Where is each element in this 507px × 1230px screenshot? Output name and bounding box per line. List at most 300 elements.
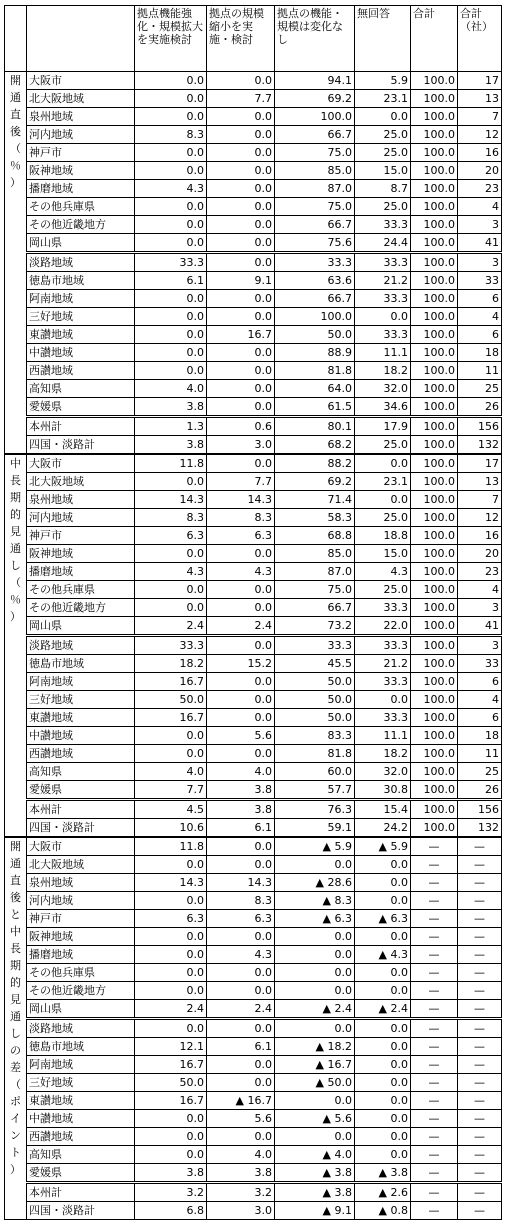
expand-value: 14.3: [135, 491, 207, 509]
expand-value: 16.7: [135, 1056, 207, 1074]
total-value: —: [411, 1019, 458, 1038]
expand-value: 0.0: [135, 1146, 207, 1164]
expand-value: 0.0: [135, 90, 207, 108]
no-answer-value: 18.8: [355, 527, 411, 545]
expand-value: 4.3: [135, 180, 207, 198]
count-value: 132: [458, 819, 502, 838]
count-value: —: [458, 1092, 502, 1110]
no-change-value: ▲ 5.6: [275, 1110, 355, 1128]
header-row: [5, 6, 502, 72]
no-answer-value: 11.1: [355, 727, 411, 745]
no-change-value: 0.0: [275, 1092, 355, 1110]
no-answer-value: 0.0: [355, 856, 411, 874]
table-row: [5, 763, 502, 781]
total-value: 100.0: [411, 563, 458, 581]
total-value: 100.0: [411, 454, 458, 473]
no-answer-value: 32.0: [355, 763, 411, 781]
no-answer-value: 34.6: [355, 398, 411, 417]
count-value: 16: [458, 144, 502, 162]
expand-value: 0.0: [135, 290, 207, 308]
expand-value: 3.8: [135, 398, 207, 417]
table-row: [5, 162, 502, 180]
count-value: 13: [458, 90, 502, 108]
total-value: 100.0: [411, 727, 458, 745]
count-value: 20: [458, 162, 502, 180]
region-name: 淡路地域: [27, 253, 135, 272]
total-value: 100.0: [411, 819, 458, 838]
no-change-value: 0.0: [275, 1128, 355, 1146]
no-change-value: 75.0: [275, 581, 355, 599]
region-name: 三好地域: [27, 691, 135, 709]
shrink-value: 7.7: [207, 90, 275, 108]
total-value: 100.0: [411, 417, 458, 436]
no-answer-value: 0.0: [355, 1146, 411, 1164]
shrink-value: 3.0: [207, 1202, 275, 1220]
no-answer-value: 25.0: [355, 436, 411, 455]
no-change-value: 50.0: [275, 691, 355, 709]
expand-value: 14.3: [135, 874, 207, 892]
no-answer-value: ▲ 2.4: [355, 1000, 411, 1019]
total-value: 100.0: [411, 691, 458, 709]
region-name: 泉州地域: [27, 874, 135, 892]
table-row: [5, 380, 502, 398]
shrink-value: 0.0: [207, 581, 275, 599]
region-name: その他近畿地方: [27, 216, 135, 234]
total-value: 100.0: [411, 216, 458, 234]
no-answer-value: 0.0: [355, 1074, 411, 1092]
no-change-value: 85.0: [275, 545, 355, 563]
count-value: —: [458, 910, 502, 928]
expand-value: 16.7: [135, 1092, 207, 1110]
table-row: [5, 290, 502, 308]
expand-value: 4.3: [135, 563, 207, 581]
no-change-value: 100.0: [275, 108, 355, 126]
region-name: 西讃地域: [27, 362, 135, 380]
count-value: —: [458, 1164, 502, 1183]
header-total: 合計: [411, 6, 458, 72]
no-change-value: 0.0: [275, 928, 355, 946]
total-value: —: [411, 982, 458, 1000]
no-change-value: ▲ 50.0: [275, 1074, 355, 1092]
no-answer-value: 0.0: [355, 1056, 411, 1074]
table-row: [5, 1019, 502, 1038]
no-answer-value: ▲ 6.3: [355, 910, 411, 928]
region-name: 阪神地域: [27, 545, 135, 563]
count-value: 18: [458, 727, 502, 745]
expand-value: 33.3: [135, 253, 207, 272]
no-change-value: 88.9: [275, 344, 355, 362]
total-value: 100.0: [411, 709, 458, 727]
region-name: 泉州地域: [27, 491, 135, 509]
expand-value: 0.0: [135, 928, 207, 946]
total-value: 100.0: [411, 108, 458, 126]
expand-value: 7.7: [135, 781, 207, 800]
count-value: —: [458, 1202, 502, 1220]
region-name: 高知県: [27, 763, 135, 781]
no-answer-value: 0.0: [355, 892, 411, 910]
expand-value: 0.0: [135, 545, 207, 563]
total-value: —: [411, 946, 458, 964]
no-answer-value: 33.3: [355, 599, 411, 617]
no-answer-value: 11.1: [355, 344, 411, 362]
expand-value: 0.0: [135, 473, 207, 491]
shrink-value: 0.0: [207, 545, 275, 563]
no-change-value: 0.0: [275, 856, 355, 874]
shrink-value: 6.3: [207, 910, 275, 928]
shrink-value: 0.0: [207, 72, 275, 90]
table-row: [5, 362, 502, 380]
no-answer-value: 25.0: [355, 509, 411, 527]
expand-value: 11.8: [135, 454, 207, 473]
table-row: [5, 72, 502, 90]
no-answer-value: ▲ 5.9: [355, 837, 411, 856]
total-value: 100.0: [411, 162, 458, 180]
table-row: [5, 800, 502, 819]
no-change-value: ▲ 2.4: [275, 1000, 355, 1019]
shrink-value: 8.3: [207, 509, 275, 527]
shrink-value: 0.0: [207, 964, 275, 982]
shrink-value: 0.0: [207, 162, 275, 180]
no-answer-value: 17.9: [355, 417, 411, 436]
no-change-value: 66.7: [275, 290, 355, 308]
total-value: —: [411, 874, 458, 892]
region-name: 阿南地域: [27, 1056, 135, 1074]
total-value: —: [411, 964, 458, 982]
expand-value: 6.1: [135, 272, 207, 290]
count-value: —: [458, 1019, 502, 1038]
shrink-value: 3.8: [207, 800, 275, 819]
expand-value: 3.8: [135, 436, 207, 455]
header-shrink: 拠点の規模縮小を実施・検討: [207, 6, 275, 72]
region-name: 岡山県: [27, 1000, 135, 1019]
shrink-value: 0.0: [207, 108, 275, 126]
no-answer-value: 23.1: [355, 90, 411, 108]
region-name: 北大阪地域: [27, 856, 135, 874]
no-change-value: ▲ 3.8: [275, 1183, 355, 1202]
no-change-value: 75.0: [275, 144, 355, 162]
no-change-value: 87.0: [275, 180, 355, 198]
region-name: 徳島市地域: [27, 655, 135, 673]
region-name: 淡路地域: [27, 1019, 135, 1038]
table-row: [5, 745, 502, 763]
total-value: 100.0: [411, 436, 458, 455]
shrink-value: 0.0: [207, 691, 275, 709]
no-answer-value: 33.3: [355, 326, 411, 344]
table-row: [5, 108, 502, 126]
count-value: 25: [458, 763, 502, 781]
shrink-value: 0.0: [207, 856, 275, 874]
region-name: 大阪市: [27, 454, 135, 473]
expand-value: 8.3: [135, 126, 207, 144]
no-change-value: 64.0: [275, 380, 355, 398]
no-answer-value: 24.4: [355, 234, 411, 253]
table-row: [5, 727, 502, 745]
expand-value: 6.8: [135, 1202, 207, 1220]
header-expand: 拠点機能強化・規模拡大を実施検討: [135, 6, 207, 72]
count-value: —: [458, 1038, 502, 1056]
shrink-value: 6.1: [207, 1038, 275, 1056]
count-value: 17: [458, 72, 502, 90]
header-no-change: 拠点の機能・規模は変化なし: [275, 6, 355, 72]
expand-value: 8.3: [135, 509, 207, 527]
table-row: [5, 928, 502, 946]
expand-value: 10.6: [135, 819, 207, 838]
shrink-value: 0.0: [207, 928, 275, 946]
no-answer-value: 24.2: [355, 819, 411, 838]
no-change-value: 57.7: [275, 781, 355, 800]
region-name: 中讃地域: [27, 727, 135, 745]
no-change-value: 69.2: [275, 90, 355, 108]
count-value: —: [458, 837, 502, 856]
count-value: 13: [458, 473, 502, 491]
count-value: —: [458, 1146, 502, 1164]
no-answer-value: 33.3: [355, 636, 411, 655]
total-value: —: [411, 1146, 458, 1164]
region-name: 愛媛県: [27, 398, 135, 417]
shrink-value: 6.1: [207, 819, 275, 838]
count-value: —: [458, 874, 502, 892]
count-value: 12: [458, 509, 502, 527]
no-change-value: 81.8: [275, 745, 355, 763]
expand-value: 0.0: [135, 1128, 207, 1146]
table-row: [5, 344, 502, 362]
shrink-value: 0.0: [207, 234, 275, 253]
region-name: 高知県: [27, 1146, 135, 1164]
count-value: 3: [458, 599, 502, 617]
shrink-value: 2.4: [207, 617, 275, 636]
total-value: —: [411, 928, 458, 946]
shrink-value: 0.0: [207, 1128, 275, 1146]
header-total-companies: 合計（社）: [458, 6, 502, 72]
region-name: 播磨地域: [27, 563, 135, 581]
expand-value: 0.0: [135, 1110, 207, 1128]
shrink-value: 5.6: [207, 727, 275, 745]
region-name: 岡山県: [27, 234, 135, 253]
shrink-value: 9.1: [207, 272, 275, 290]
region-name: 東讃地域: [27, 1092, 135, 1110]
region-name: 東讃地域: [27, 709, 135, 727]
no-change-value: 50.0: [275, 673, 355, 691]
region-name: 大阪市: [27, 72, 135, 90]
total-value: 100.0: [411, 491, 458, 509]
shrink-value: 0.0: [207, 380, 275, 398]
shrink-value: 0.0: [207, 837, 275, 856]
region-name: 神戸市: [27, 910, 135, 928]
table-row: [5, 509, 502, 527]
no-answer-value: 0.0: [355, 1110, 411, 1128]
count-value: 25: [458, 380, 502, 398]
shrink-value: 4.3: [207, 563, 275, 581]
table-row: [5, 144, 502, 162]
table-row: [5, 691, 502, 709]
count-value: —: [458, 892, 502, 910]
region-name: 播磨地域: [27, 180, 135, 198]
table-row: [5, 1183, 502, 1202]
total-value: —: [411, 1183, 458, 1202]
shrink-value: 4.3: [207, 946, 275, 964]
count-value: 17: [458, 454, 502, 473]
total-value: 100.0: [411, 655, 458, 673]
shrink-value: 0.0: [207, 636, 275, 655]
table-row: [5, 636, 502, 655]
no-change-value: 66.7: [275, 599, 355, 617]
region-name: 徳島市地域: [27, 1038, 135, 1056]
count-value: 18: [458, 344, 502, 362]
total-value: 100.0: [411, 326, 458, 344]
shrink-value: 3.2: [207, 1183, 275, 1202]
table-row: [5, 1038, 502, 1056]
expand-value: 0.0: [135, 745, 207, 763]
region-name: 河内地域: [27, 509, 135, 527]
total-value: 100.0: [411, 72, 458, 90]
no-answer-value: 4.3: [355, 563, 411, 581]
table-row: [5, 473, 502, 491]
expand-value: 0.0: [135, 1019, 207, 1038]
header-cell-blank-2: [27, 6, 135, 72]
table-row: [5, 308, 502, 326]
no-answer-value: 0.0: [355, 308, 411, 326]
total-value: 100.0: [411, 308, 458, 326]
shrink-value: 0.0: [207, 1019, 275, 1038]
region-name: 中讃地域: [27, 344, 135, 362]
shrink-value: 0.0: [207, 144, 275, 162]
total-value: 100.0: [411, 673, 458, 691]
table-row: [5, 581, 502, 599]
expand-value: 0.0: [135, 108, 207, 126]
count-value: 4: [458, 308, 502, 326]
no-answer-value: 0.0: [355, 964, 411, 982]
no-answer-value: 23.1: [355, 473, 411, 491]
no-change-value: 63.6: [275, 272, 355, 290]
shrink-value: 0.0: [207, 198, 275, 216]
region-name: 愛媛県: [27, 781, 135, 800]
expand-value: 0.0: [135, 856, 207, 874]
table-row: [5, 617, 502, 636]
no-change-value: 88.2: [275, 454, 355, 473]
no-change-value: ▲ 3.8: [275, 1164, 355, 1183]
table-row: [5, 781, 502, 800]
region-name: 阪神地域: [27, 162, 135, 180]
region-name: その他兵庫県: [27, 964, 135, 982]
count-value: —: [458, 928, 502, 946]
no-answer-value: 18.2: [355, 362, 411, 380]
expand-value: 0.0: [135, 362, 207, 380]
total-value: 100.0: [411, 763, 458, 781]
header-no-answer: 無回答: [355, 6, 411, 72]
no-change-value: 68.8: [275, 527, 355, 545]
no-answer-value: 30.8: [355, 781, 411, 800]
table-row: [5, 253, 502, 272]
total-value: —: [411, 910, 458, 928]
table-row: [5, 1110, 502, 1128]
total-value: 100.0: [411, 380, 458, 398]
region-name: 高知県: [27, 380, 135, 398]
total-value: 100.0: [411, 581, 458, 599]
total-value: 100.0: [411, 234, 458, 253]
total-value: 100.0: [411, 636, 458, 655]
no-change-value: 87.0: [275, 563, 355, 581]
count-value: —: [458, 964, 502, 982]
expand-value: 0.0: [135, 234, 207, 253]
count-value: 6: [458, 673, 502, 691]
count-value: 3: [458, 216, 502, 234]
no-answer-value: 0.0: [355, 874, 411, 892]
shrink-value: ▲ 16.7: [207, 1092, 275, 1110]
region-name: 神戸市: [27, 144, 135, 162]
region-name: 徳島市地域: [27, 272, 135, 290]
no-change-value: 50.0: [275, 709, 355, 727]
total-value: 100.0: [411, 126, 458, 144]
shrink-value: 0.0: [207, 290, 275, 308]
no-change-value: ▲ 28.6: [275, 874, 355, 892]
region-name: 泉州地域: [27, 108, 135, 126]
region-name: 西讃地域: [27, 1128, 135, 1146]
table-row: [5, 1092, 502, 1110]
total-value: —: [411, 1092, 458, 1110]
region-name: 岡山県: [27, 617, 135, 636]
shrink-value: 14.3: [207, 874, 275, 892]
no-answer-value: 0.0: [355, 982, 411, 1000]
total-value: —: [411, 837, 458, 856]
expand-value: 0.0: [135, 344, 207, 362]
region-name: 愛媛県: [27, 1164, 135, 1183]
no-answer-value: 33.3: [355, 290, 411, 308]
count-value: 26: [458, 398, 502, 417]
shrink-value: 0.0: [207, 180, 275, 198]
no-answer-value: 33.3: [355, 253, 411, 272]
total-value: 100.0: [411, 617, 458, 636]
table-row: [5, 892, 502, 910]
total-value: —: [411, 892, 458, 910]
expand-value: 11.8: [135, 837, 207, 856]
region-name: 阿南地域: [27, 290, 135, 308]
count-value: —: [458, 1000, 502, 1019]
expand-value: 4.0: [135, 380, 207, 398]
no-change-value: 50.0: [275, 326, 355, 344]
no-answer-value: 0.0: [355, 691, 411, 709]
region-name: 本州計: [27, 1183, 135, 1202]
no-answer-value: 25.0: [355, 126, 411, 144]
count-value: —: [458, 1110, 502, 1128]
shrink-value: 3.8: [207, 781, 275, 800]
shrink-value: 0.0: [207, 599, 275, 617]
total-value: 100.0: [411, 362, 458, 380]
total-value: —: [411, 1038, 458, 1056]
count-value: 12: [458, 126, 502, 144]
total-value: 100.0: [411, 545, 458, 563]
table-row: [5, 819, 502, 838]
shrink-value: 6.3: [207, 527, 275, 545]
expand-value: 1.3: [135, 417, 207, 436]
region-name: 河内地域: [27, 892, 135, 910]
table-row: [5, 982, 502, 1000]
count-value: —: [458, 856, 502, 874]
no-answer-value: 32.0: [355, 380, 411, 398]
no-answer-value: 15.4: [355, 800, 411, 819]
data-table-container: [4, 5, 502, 1220]
total-value: 100.0: [411, 272, 458, 290]
region-name: 大阪市: [27, 837, 135, 856]
no-change-value: 83.3: [275, 727, 355, 745]
no-answer-value: 5.9: [355, 72, 411, 90]
shrink-value: 0.6: [207, 417, 275, 436]
shrink-value: 0.0: [207, 673, 275, 691]
no-answer-value: 21.2: [355, 655, 411, 673]
table-row: [5, 1128, 502, 1146]
no-change-value: 33.3: [275, 253, 355, 272]
expand-value: 16.7: [135, 673, 207, 691]
no-change-value: 73.2: [275, 617, 355, 636]
